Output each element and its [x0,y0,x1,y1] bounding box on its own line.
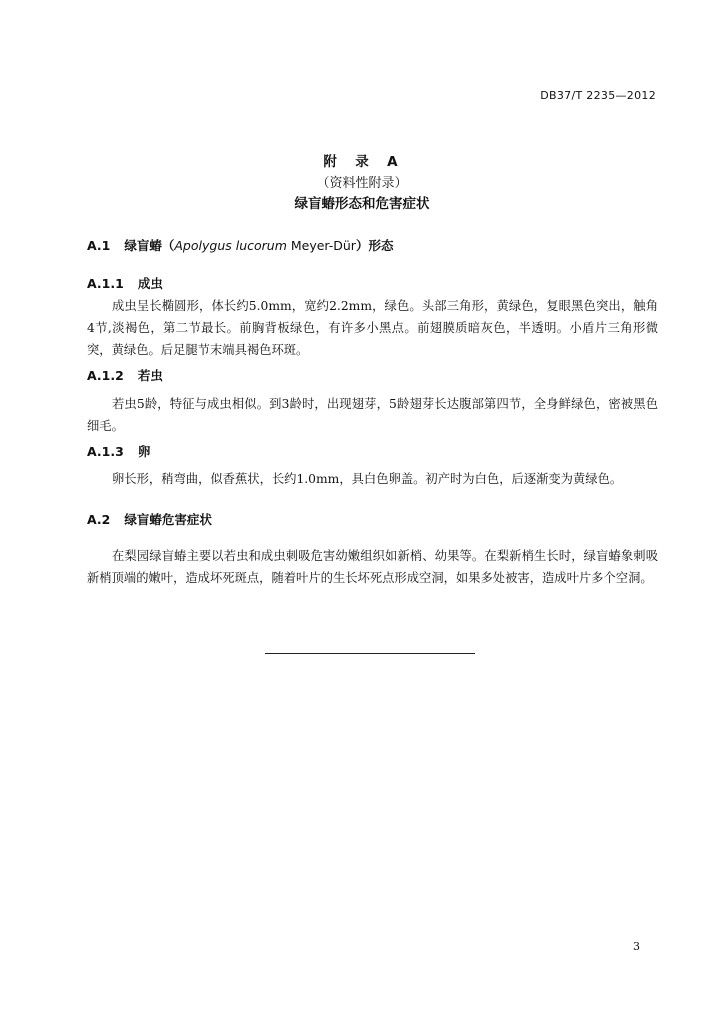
section-heading-a12 [87,366,163,384]
paragraph-nymph: 若虫5龄，特征与成虫相似。到3龄时，出现翅芽，5龄翅芽长达腹部第四节，全身鲜绿色，密被黑色细毛。 [87,397,658,433]
paragraph-adult: 成虫呈长椭圆形，体长约5.0mm，宽约2.2mm，绿色。头部三角形，黄绿色，复眼黑色突出，触角4节,淡褐色，第二节最长。前胸背板绿色，有许多小黑点。前翅膜质暗灰色，半透明。小盾片三角形微突，黄绿色。后足腿节末端具褐色环斑。 [87,299,658,357]
end-divider [265,653,475,654]
page-number: 3 [633,940,640,953]
appendix-name: 绿盲蝽形态和危害症状 [294,196,430,212]
section-title: 卵 [137,444,151,459]
paragraph-damage: 在梨园绿盲蝽主要以若虫和成虫刺吸危害幼嫩组织如新梢、幼果等。在梨新梢生长时，绿盲蝽象刺吸新梢顶端的嫩叶，造成坏死斑点，随着叶片的生长坏死点形成空洞，如果多处被害，造成叶片多个空洞。 [87,549,658,585]
section-title: 成虫 [137,276,163,291]
paragraph-egg: 卵长形，稍弯曲，似香蕉状，长约1.0mm，具白色卵盖。初产时为白色，后逐渐变为黄绿色。 [112,472,623,486]
scientific-name: Apolygus lucorum [174,238,287,253]
section-number: A.2 [87,512,111,527]
section-number: A.1.2 [87,368,124,383]
section-title: 绿盲蝽危害症状 [124,512,212,527]
section-number: A.1 [87,238,111,253]
section-number: A.1.3 [87,444,124,459]
section-title-pre: 绿盲蝽（ [124,238,175,253]
standard-code: DB37/T 2235—2012 [540,89,656,102]
section-number: A.1.1 [87,276,124,291]
appendix-heading [0,152,724,215]
appendix-title: 附 录 A [323,154,401,170]
section-heading-a2 [87,510,212,528]
appendix-nature: （资料性附录） [316,176,408,191]
section-heading-a11 [87,274,163,292]
section-title: 若虫 [137,368,163,383]
section-title-post: ）形态 [355,238,394,253]
author-name: Meyer-Dür [286,238,356,253]
section-heading-a1 [87,236,393,254]
section-heading-a13 [87,442,150,460]
